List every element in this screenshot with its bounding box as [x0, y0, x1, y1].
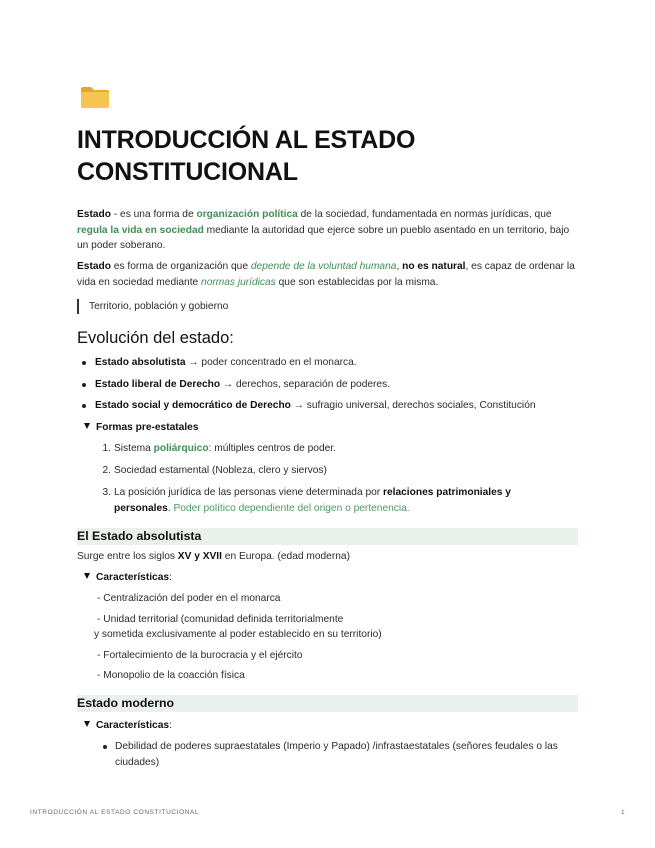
- bullet-dot: [82, 383, 86, 387]
- item-number: 1.: [102, 443, 111, 454]
- list-item: [103, 739, 581, 771]
- numbered-item: [99, 441, 549, 457]
- list-item-rest: → derechos, separación de poderes.: [220, 379, 391, 390]
- page-number: 1: [621, 809, 626, 816]
- triangle-down-icon[interactable]: [84, 423, 90, 429]
- page-title: INTRODUCCIÓN AL ESTADO CONSTITUCIONAL: [77, 126, 416, 186]
- list-item-rest: → poder concentrado en el monarca.: [185, 357, 357, 368]
- footer-title: INTRODUCCIÓN AL ESTADO CONSTITUCIONAL: [30, 809, 200, 816]
- list-item: - Centralización del poder en el monarca: [97, 593, 281, 604]
- bullet-dot: [103, 745, 107, 749]
- list-item: - Monopolio de la coacción física: [97, 670, 245, 681]
- text-span: mediante la autoridad que ejerce sobre un pueblo asentado en un territorio, bajo un poder soberano.: [77, 224, 570, 251]
- list-item-bold: Estado liberal de Derecho: [95, 379, 221, 390]
- toggle-colon: :: [169, 720, 172, 731]
- text-span: Sistema: [114, 443, 154, 454]
- intro-paragraph-1: [77, 207, 582, 254]
- text-span: es forma de organización que: [110, 261, 251, 272]
- item-number: 3.: [102, 487, 111, 498]
- list-item-text: [95, 398, 536, 413]
- toggle-label: Formas pre-estatales: [96, 422, 199, 433]
- list-item-bold: Estado absolutista: [95, 357, 186, 368]
- list-item-text: [95, 377, 390, 392]
- list-item-text: [95, 355, 357, 370]
- term-estado: Estado: [77, 209, 111, 220]
- text-span: que son establecidas por la misma.: [275, 276, 439, 288]
- text-span: La posición jurídica de las personas viene determinada por: [114, 487, 383, 498]
- emphasis-no-natural: no es natural: [402, 261, 466, 272]
- triangle-down-icon[interactable]: [84, 573, 90, 579]
- numbered-item: [99, 485, 549, 517]
- heading-evolucion: Evolución del estado:: [77, 329, 234, 347]
- list-item-bold: Estado social y democrático de Derecho: [95, 400, 291, 411]
- list-item-rest: → sufragio universal, derechos sociales, Constitución: [290, 400, 536, 411]
- quote-block: Territorio, población y gobierno: [77, 299, 228, 314]
- bullet-dot: [82, 361, 86, 365]
- item-number: 2.: [102, 465, 111, 476]
- term-estado: Estado: [77, 261, 111, 272]
- text-span: de la sociedad, fundamentada en normas jurídicas, que: [297, 209, 552, 220]
- text-span: ,: [396, 261, 403, 272]
- emphasis-siglos: XV y XVII: [177, 551, 222, 562]
- toggle-label: Características: [96, 572, 170, 583]
- toggle-caracteristicas-absolutista[interactable]: [84, 570, 172, 585]
- text-span: : múltiples centros de poder.: [208, 443, 336, 454]
- heading-estado-moderno: Estado moderno: [77, 695, 578, 712]
- numbered-item: [99, 463, 549, 479]
- toggle-label: Características: [96, 720, 170, 731]
- triangle-down-icon[interactable]: [84, 721, 90, 727]
- text-span: en Europa. (edad moderna): [221, 551, 350, 562]
- heading-estado-absolutista: El Estado absolutista: [77, 528, 578, 545]
- list-item-text: Debilidad de poderes supraestatales (Imperio y Papado) /infrastaestatales (señores feudales o las ciudades): [115, 741, 558, 768]
- bullet-dot: [82, 404, 86, 408]
- list-item-continuation: y sometida exclusivamente al poder establecido en su territorio): [94, 629, 382, 640]
- highlight-poliarquico: poliárquico: [153, 443, 209, 454]
- numbered-item-text: [114, 485, 544, 516]
- list-item: - Fortalecimiento de la burocracia y el ejército: [97, 650, 303, 661]
- text-span: , es capaz de ordenar la vida en sociedad mediante: [77, 261, 575, 288]
- toggle-caracteristicas-moderno[interactable]: [84, 718, 172, 733]
- toggle-formas-pre-estatales[interactable]: [84, 420, 199, 435]
- list-item: - Unidad territorial (comunidad definida territorialmente: [97, 614, 344, 625]
- absolutista-intro: [77, 549, 582, 565]
- text-span: - es una forma de: [110, 209, 197, 220]
- highlight-organizacion: organización política: [196, 209, 298, 220]
- toggle-colon: :: [169, 572, 172, 583]
- intro-paragraph-2: [77, 259, 582, 290]
- highlight-normas: normas jurídicas: [201, 276, 276, 288]
- highlight-voluntad: depende de la voluntad humana: [250, 261, 397, 272]
- emphasis-relaciones: relaciones patrimoniales y personales: [114, 487, 511, 514]
- text-span: Surge entre los siglos: [77, 551, 178, 562]
- highlight-regula: regula la vida en sociedad: [77, 224, 204, 236]
- folder-icon: [79, 84, 111, 110]
- text-span: .: [167, 502, 174, 514]
- numbered-item-text: Sociedad estamental (Nobleza, clero y siervos): [114, 465, 327, 476]
- highlight-poder-politico: Poder político dependiente del origen o pertenencia.: [173, 502, 410, 514]
- numbered-item-text: [114, 441, 544, 457]
